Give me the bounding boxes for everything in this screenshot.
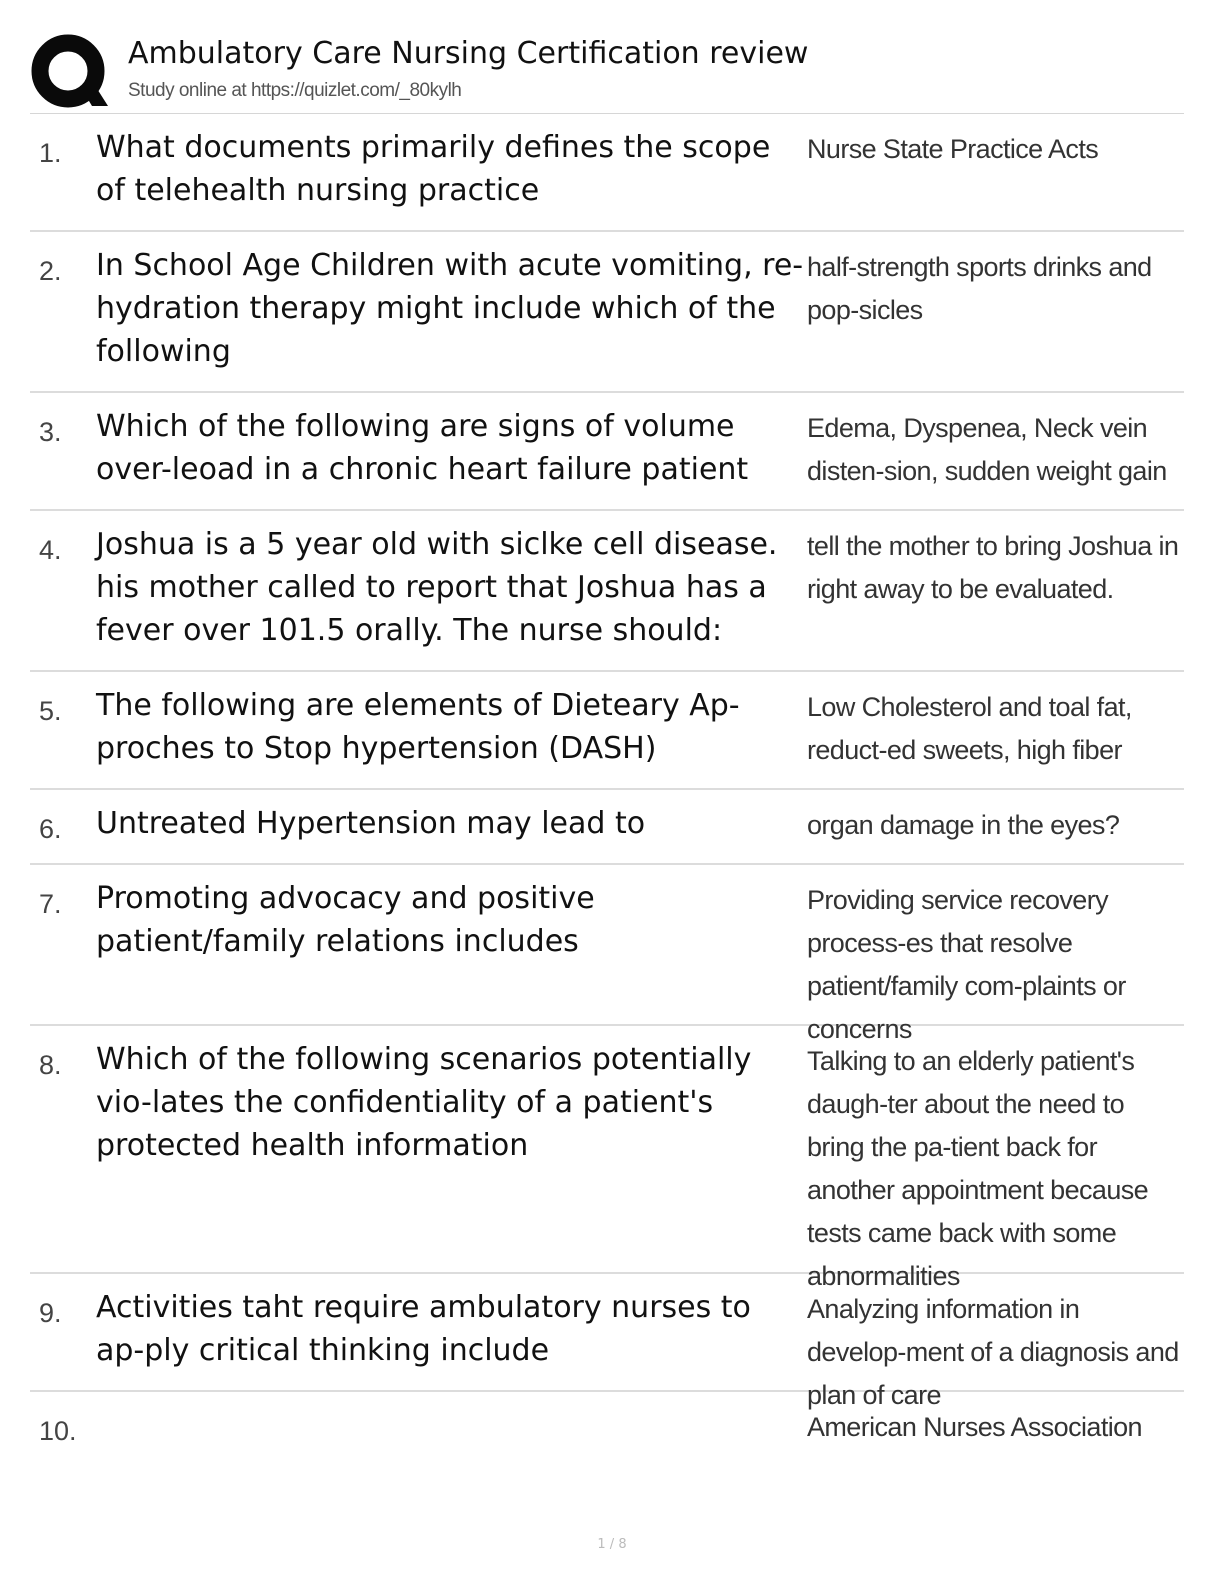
card-question: Activities taht require ambulatory nurses to ap-ply critical thinking include [96,1290,751,1368]
card-number: 4. [39,535,62,565]
card-answer: Providing service recovery process-es that resolve patient/family com-plaints or concerns [807,885,1126,1044]
flashcard-row [30,672,1184,790]
card-answer: American Nurses Association [807,1412,1142,1442]
card-number: 10. [39,1416,77,1446]
card-answer: tell the mother to bring Joshua in right away to be evaluated. [807,531,1179,604]
flashcard-row [30,511,1184,672]
card-answer: half-strength sports drinks and pop-sicles [807,252,1152,325]
card-number: 6. [39,814,62,844]
card-number: 8. [39,1050,62,1080]
flashcard-row [30,790,1184,865]
document-header [30,30,1190,110]
card-answer: Edema, Dyspenea, Neck vein disten-sion, sudden weight gain [807,413,1167,486]
study-online-link[interactable]: Study online at https://quizlet.com/_80kylh [128,80,462,101]
flashcard-list [30,114,1184,1472]
card-question: In School Age Children with acute vomiting, re-hydration therapy might include which of the following [96,248,804,369]
card-question: Joshua is a 5 year old with siclke cell disease. his mother called to report that Joshua has a fever over 101.5 orally. The nurse should: [96,527,778,648]
card-question: Untreated Hypertension may lead to [96,806,646,841]
card-question: The following are elements of Dieteary Ap-proches to Stop hypertension (DASH) [96,688,740,766]
flashcard-row [30,232,1184,393]
card-number: 9. [39,1298,62,1328]
flashcard-row [30,1026,1184,1291]
card-answer: Talking to an elderly patient's daugh-ter about the need to bring the pa-tient back for another appointment because tests came back with some abnormalities [807,1046,1149,1291]
page-number: 1 / 8 [597,1537,627,1552]
card-question: Promoting advocacy and positive patient/family relations includes [96,881,595,959]
card-number: 3. [39,417,62,447]
card-question: Which of the following are signs of volume over-leoad in a chronic heart failure patient [96,409,749,487]
card-answer: Analyzing information in develop-ment of a diagnosis and plan of care [807,1294,1179,1410]
card-number: 5. [39,696,62,726]
document-title: Ambulatory Care Nursing Certification review [128,36,809,71]
card-question: Which of the following scenarios potentially vio-lates the confidentiality of a patient's protected health information [96,1042,752,1163]
card-question: What documents primarily defines the scope of telehealth nursing practice [96,130,771,208]
card-answer: Low Cholesterol and toal fat, reduct-ed sweets, high fiber [807,692,1132,765]
card-number: 2. [39,256,62,286]
flashcard-row [30,1274,1184,1410]
quizlet-logo-icon [30,32,110,112]
flashcard-row [30,1392,1184,1472]
flashcard-row [30,393,1184,511]
card-answer: Nurse State Practice Acts [807,134,1099,164]
flashcard-row [30,865,1184,1044]
flashcard-row [30,114,1184,232]
card-number: 7. [39,889,62,919]
card-answer: organ damage in the eyes? [807,810,1120,840]
card-number: 1. [39,138,62,168]
